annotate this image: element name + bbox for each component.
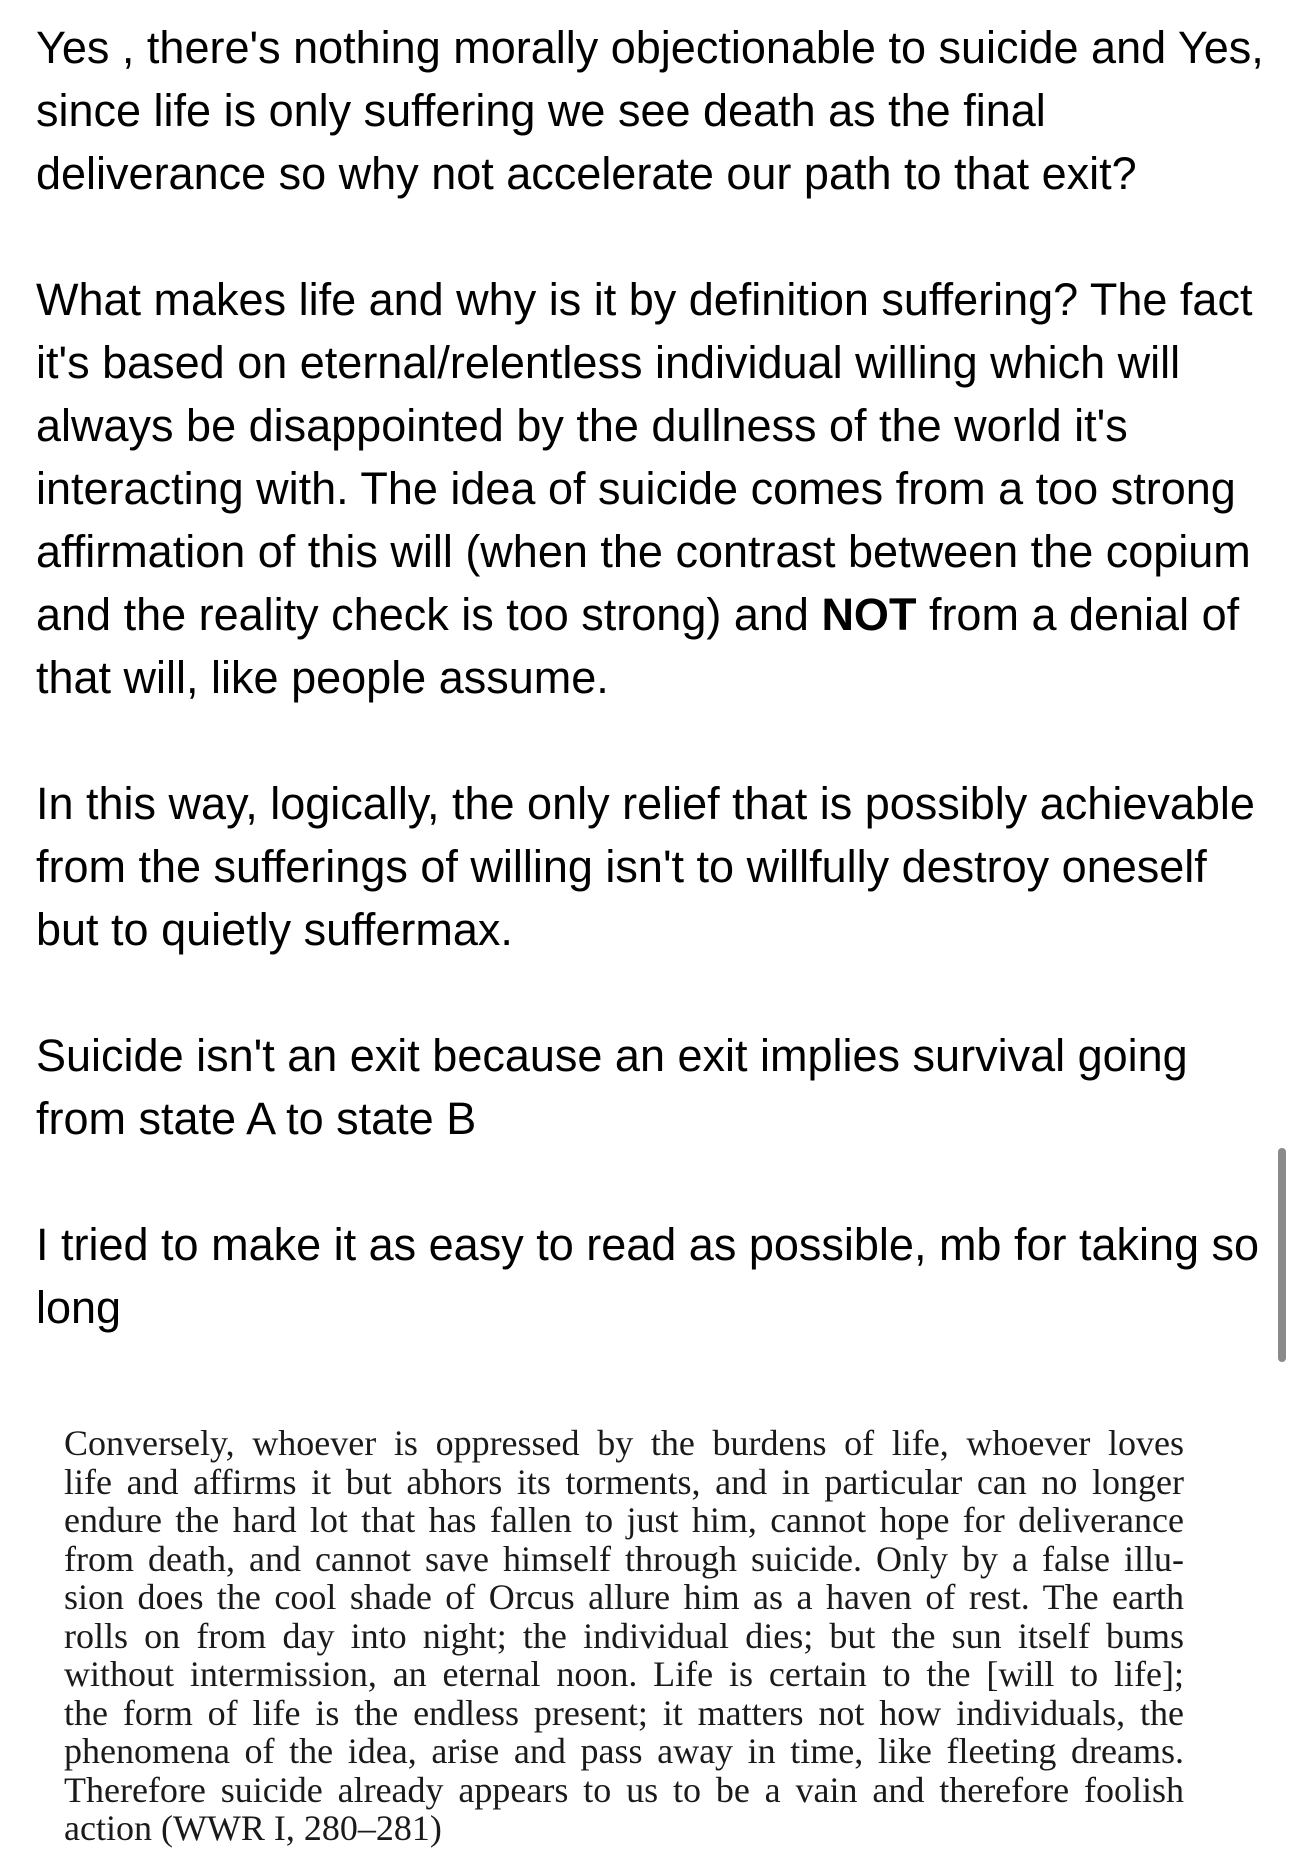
quote-line-1: Conversely, whoever is oppressed by the burdens of life, whoever loves: [64, 1423, 1184, 1463]
post-body: [36, 16, 1266, 1402]
quote-line-6: rolls on from day into night; the individual dies; but the sun itself bums: [64, 1615, 1184, 1656]
paragraph-1: Yes , there's nothing morally objectionable to suicide and Yes, since life is only suffering we see death as the final deliverance so why not accelerate our path to that exit?: [36, 22, 1264, 199]
quote-line-11: action (WWR I, 280–281): [64, 1808, 442, 1848]
paragraph-2-bold-not: NOT: [821, 589, 917, 640]
quote-line-2: life and affirms it but abhors its torments, and in particular can no longer: [64, 1461, 1184, 1502]
paragraph-4: Suicide isn't an exit because an exit implies survival going from state A to state B: [36, 1030, 1188, 1144]
quote-line-5: sion does the cool shade of Orcus allure him as a haven of rest. The earth: [64, 1577, 1184, 1617]
scrollbar-thumb[interactable]: [1278, 1148, 1286, 1362]
paragraph-2-text-a: What makes life and why is it by definition suffering? The fact it's based on eternal/relentless individual willing which will always be disappointed by the dullness of the world it's interacting with. The idea of suicide comes from a too strong affirmation of this will (when the contrast between the copium and the reality check is too strong) and: [36, 274, 1253, 640]
paragraph-2-text-b: from a denial of that will, like people assume.: [36, 589, 1240, 703]
quote-line-3: endure the hard lot that has fallen to just him, cannot hope for deliverance: [64, 1500, 1184, 1540]
quote-line-7: without intermission, an eternal noon. Life is certain to the [will to life];: [64, 1654, 1184, 1694]
quote-image-excerpt: [64, 1424, 1184, 1848]
paragraph-3: In this way, logically, the only relief that is possibly achievable from the sufferings of willing isn't to willfully destroy oneself but to quietly suffermax.: [36, 778, 1255, 955]
quote-line-8: the form of life is the endless present; it matters not how individuals, the: [64, 1692, 1184, 1733]
quote-line-9: phenomena of the idea, arise and pass away in time, like fleeting dreams.: [64, 1731, 1184, 1771]
paragraph-2: [36, 268, 1266, 709]
paragraph-5: I tried to make it as easy to read as possible, mb for taking so long: [36, 1219, 1260, 1333]
quote-line-4: from death, and cannot save himself through suicide. Only by a false illu-: [64, 1538, 1184, 1579]
quote-line-10: Therefore suicide already appears to us to be a vain and therefore foolish: [64, 1769, 1184, 1810]
